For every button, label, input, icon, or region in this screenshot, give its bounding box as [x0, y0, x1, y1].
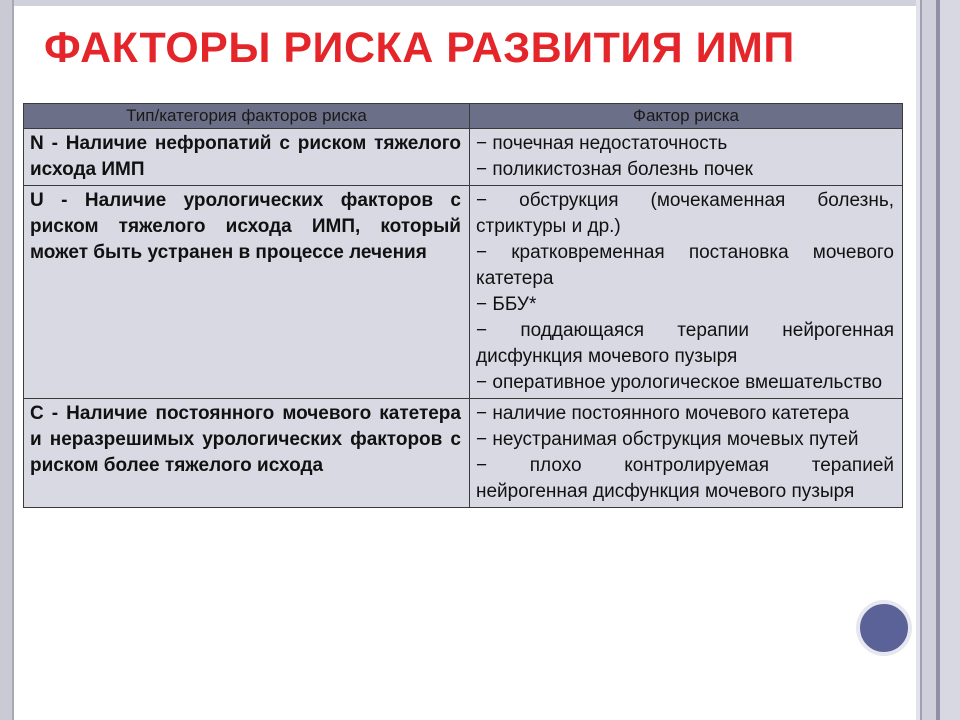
table-row [24, 186, 903, 399]
factor-item: − плохо контролируемая терапией нейрогенная дисфункция мочевого пузыря [476, 455, 894, 502]
column-header-factor: Фактор риска [470, 104, 903, 129]
column-header-category: Тип/категория факторов риска [24, 104, 470, 129]
slide-frame-left [0, 0, 14, 720]
slide-frame-right [916, 0, 960, 720]
table-header-row [24, 104, 903, 129]
decorative-circle [856, 600, 912, 656]
factor-item: − поликистозная болезнь почек [476, 159, 753, 180]
factor-cell-n [470, 129, 903, 186]
factor-item: − ББУ* [476, 294, 537, 315]
factor-item: − поддающаяся терапии нейрогенная дисфункция мочевого пузыря [476, 320, 894, 367]
factor-item: − наличие постоянного мочевого катетера [476, 403, 850, 424]
factor-item: − кратковременная постановка мочевого катетера [476, 242, 894, 289]
category-cell-u: U - Наличие урологических факторов с риском тяжелого исхода ИМП, который может быть устранен в процессе лечения [24, 186, 470, 399]
risk-factors-table [23, 103, 903, 508]
slide-frame-top [12, 0, 916, 6]
factor-item: − почечная недостаточность [476, 133, 728, 154]
slide-title: ФАКТОРЫ РИСКА РАЗВИТИЯ ИМП [44, 24, 795, 72]
category-cell-c: C - Наличие постоянного мочевого катетера и неразрешимых урологических факторов с риском более тяжелого исхода [24, 399, 470, 508]
factor-item: − обструкция (мочекаменная болезнь, стриктуры и др.) [476, 190, 894, 237]
table-row [24, 129, 903, 186]
factor-item: − неустранимая обструкция мочевых путей [476, 429, 859, 450]
factor-cell-c [470, 399, 903, 508]
factor-item: − оперативное урологическое вмешательство [476, 372, 883, 393]
factor-cell-u [470, 186, 903, 399]
category-cell-n: N - Наличие нефропатий с риском тяжелого исхода ИМП [24, 129, 470, 186]
table-row [24, 399, 903, 508]
